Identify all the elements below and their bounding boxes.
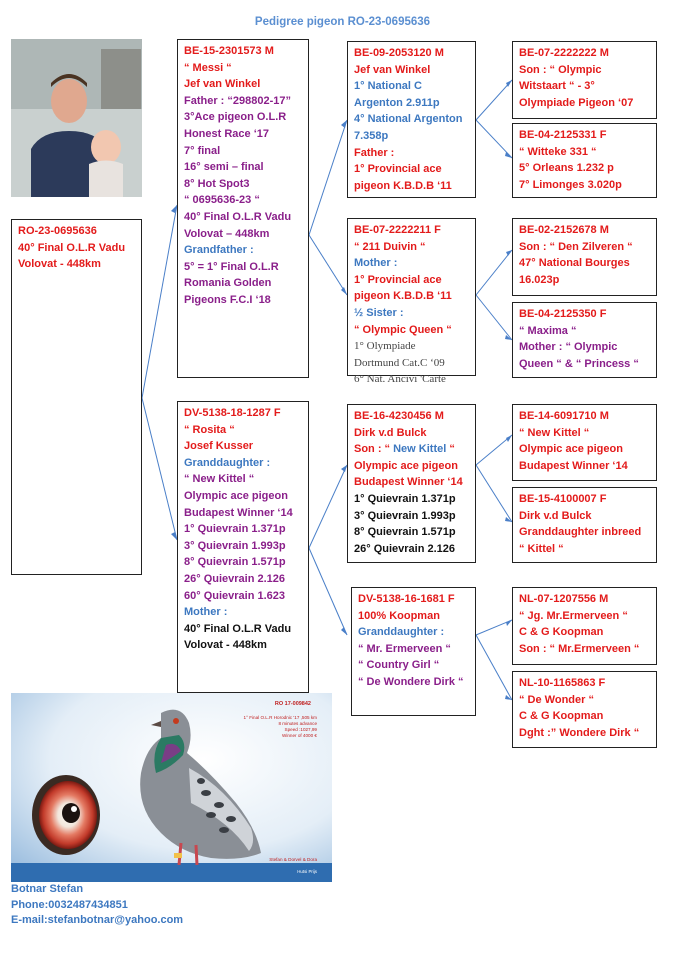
pedigree-line: Olympiade Pigeon ‘07 <box>519 96 634 109</box>
pedigree-line: “ 0695636-23 “ <box>184 194 260 207</box>
pedigree-line: C & G Koopman <box>519 626 604 639</box>
pigeon-advert-image <box>11 693 332 882</box>
pedigree-line: Dortmund Cat.C ‘09 <box>354 356 445 369</box>
pedigree-line: 47° National Bourges <box>519 257 630 270</box>
sire-card <box>177 39 309 378</box>
pedigree-line: “ Mr. Ermerveen “ <box>358 642 451 655</box>
pedigree-line: BE-07-2222211 F <box>354 224 441 236</box>
pedigree-line: “ New Kittel “ <box>184 473 255 486</box>
sire-lines <box>184 43 302 309</box>
pedigree-line: 5° = 1° Final O.L.R <box>184 260 279 273</box>
pedigree-line: Budapest Winner ‘14 <box>519 459 628 472</box>
pedigree-line: Argenton 2.911p <box>354 96 440 109</box>
pedigree-line: “ Country Girl “ <box>358 659 440 672</box>
pedigree-line: Granddaughter : <box>184 456 271 469</box>
pedigree-line: 8° Hot Spot3 <box>184 177 250 190</box>
pedigree-line: 8° Quievrain 1.571p <box>354 526 456 539</box>
pedigree-line: NL-10-1165863 F <box>519 677 606 689</box>
pedigree-line: “ 211 Duivin “ <box>354 240 426 253</box>
pedigree-line: 16.023p <box>519 273 560 286</box>
pedigree-line: Budapest Winner ‘14 <box>354 476 463 489</box>
sire-sire-lines <box>354 45 469 194</box>
pedigree-line: BE-14-6091710 M <box>519 410 609 422</box>
pedigree-line: C & G Koopman <box>519 710 604 723</box>
pedigree-line: Son : “ New Kittel “ <box>354 443 455 456</box>
pedigree-line: Olympic ace pigeon <box>519 443 623 456</box>
sire-dam-card <box>347 218 476 386</box>
advert-result-2: 8 minutes advance <box>278 721 317 726</box>
pedigree-line: 8° Quievrain 1.571p <box>184 556 286 569</box>
pedigree-line: 100% Koopman <box>358 609 440 622</box>
pedigree-line: 26° Quievrain 2.126 <box>184 572 286 585</box>
dss-lines <box>519 408 650 474</box>
dss-card <box>512 404 657 481</box>
pedigree-line: Volovat – 448km <box>184 227 270 240</box>
pedigree-line: 26° Quievrain 2.126 <box>354 542 456 555</box>
pedigree-line: RO-23-0695636 <box>18 225 97 237</box>
sds-card <box>512 218 657 296</box>
advert-result-4: Winner of 4000 € <box>282 733 317 738</box>
pedigree-line: 6° Nat. Ancivi 'Carte <box>354 373 446 386</box>
pedigree-line: NL-07-1207556 M <box>519 593 609 605</box>
pedigree-line: BE-15-2301573 M <box>184 45 274 57</box>
pedigree-line: 5° Orleans 1.232 p <box>519 162 614 175</box>
pedigree-line: BE-07-2222222 M <box>519 47 609 59</box>
dam-sire-lines <box>354 408 469 557</box>
sss-lines <box>519 45 650 111</box>
ddd-card <box>512 671 657 748</box>
advert-credit: Stefan & Dorvel & Dora <box>269 857 317 862</box>
pedigree-line: Queen “ & “ Princess “ <box>519 357 639 370</box>
pedigree-line: 1° Quievrain 1.371p <box>184 523 286 536</box>
dam-dam-card <box>351 587 476 716</box>
pedigree-line: Witstaart “ - 3° <box>519 80 595 93</box>
pedigree-line: pigeon K.B.D.B ‘11 <box>354 179 452 192</box>
pedigree-line: Dirk v.d Bulck <box>519 509 592 522</box>
pedigree-line: BE-15-4100007 F <box>519 493 607 505</box>
pedigree-line: Budapest Winner ‘14 <box>184 506 293 519</box>
contact-block <box>11 882 183 929</box>
pedigree-line: Jef van Winkel <box>354 63 431 76</box>
pedigree-line: 1° Provincial ace <box>354 273 442 286</box>
pedigree-line: “ Messi “ <box>184 61 232 74</box>
ssd-lines <box>519 127 650 193</box>
pedigree-line: pigeon K.B.D.B ‘11 <box>354 290 452 303</box>
pedigree-line: 3° Quievrain 1.993p <box>184 539 286 552</box>
pedigree-line: BE-04-2125331 F <box>519 129 607 141</box>
pedigree-line: ½ Sister : <box>354 306 404 319</box>
pedigree-line: BE-04-2125350 F <box>519 308 607 320</box>
owner-photo <box>11 39 142 197</box>
pedigree-line: 40° Final O.L.R Vadu <box>184 622 292 635</box>
dsd-card <box>512 487 657 563</box>
pedigree-line: 3° Quievrain 1.993p <box>354 509 456 522</box>
pedigree-line: Volovat - 448km <box>18 258 101 271</box>
pedigree-line: Granddaughter : <box>358 626 445 639</box>
sire-sire-card <box>347 41 476 198</box>
pedigree-line: 1° National C <box>354 80 422 93</box>
pedigree-line: 1° Quievrain 1.371p <box>354 492 456 505</box>
pedigree-line: 16° semi – final <box>184 161 264 174</box>
pedigree-line: “ De Wonder “ <box>519 693 594 706</box>
contact-name: Botnar Stefan <box>11 883 84 895</box>
pedigree-line: DV-5138-16-1681 F <box>358 593 455 605</box>
subject-lines <box>18 223 135 273</box>
pedigree-line: Olympic ace pigeon <box>354 459 458 472</box>
pedigree-line: BE-16-4230456 M <box>354 410 444 422</box>
pedigree-line: Son : “ Olympic <box>519 63 602 76</box>
pedigree-line: 60° Quievrain 1.623 <box>184 589 286 602</box>
pedigree-line: Mother : <box>354 257 398 270</box>
pedigree-line: Volovat - 448km <box>184 639 267 652</box>
pedigree-line: 1° Provincial ace <box>354 163 442 176</box>
dam-sire-card <box>347 404 476 563</box>
pedigree-line: “ New Kittel “ <box>519 426 590 439</box>
pedigree-line: 40° Final O.L.R Vadu <box>18 241 126 254</box>
pedigree-line: Father : “298802-17” <box>184 94 291 107</box>
contact-phone: Phone:0032487434851 <box>11 898 128 911</box>
pedigree-line: “ De Wondere Dirk “ <box>358 675 464 688</box>
contact-email[interactable]: E-mail:stefanbotnar@yahoo.com <box>11 914 184 926</box>
ddd-lines <box>519 675 650 741</box>
pedigree-line: Father : <box>354 146 395 159</box>
dsd-lines <box>519 491 650 557</box>
advert-ring: RO 17-009842 <box>274 701 311 707</box>
dds-card <box>512 587 657 665</box>
pedigree-line: Dirk v.d Bulck <box>354 426 427 439</box>
dds-lines <box>519 591 650 657</box>
pedigree-line: “ Kittel “ <box>519 542 564 555</box>
pedigree-line: “ Maxima “ <box>519 324 577 337</box>
pigeon-eye-icon <box>32 775 100 855</box>
pedigree-line: Romania Golden <box>184 277 272 290</box>
dam-card <box>177 401 309 693</box>
dam-lines <box>184 405 302 654</box>
pedigree-line: Mother : “ Olympic <box>519 341 618 354</box>
dam-dam-lines <box>358 591 469 691</box>
ssd-card <box>512 123 657 198</box>
pedigree-line: Mother : <box>184 606 228 619</box>
sdd-card <box>512 302 657 378</box>
sds-lines <box>519 222 650 288</box>
pedigree-line: 7.358p <box>354 129 389 142</box>
pedigree-line: Son : “ Mr.Ermerveen “ <box>519 642 640 655</box>
sdd-lines <box>519 306 650 372</box>
pedigree-line: Jef van Winkel <box>184 78 261 91</box>
pedigree-line: Dght :” Wondere Dirk “ <box>519 726 640 739</box>
pedigree-line: 1° Olympiade <box>354 340 416 353</box>
subject-card <box>11 219 142 575</box>
pedigree-line: Olympic ace pigeon <box>184 489 288 502</box>
pedigree-line: Josef Kusser <box>184 440 254 453</box>
pedigree-line: Pigeons F.C.I ‘18 <box>184 293 271 306</box>
pedigree-line: “ Olympic Queen “ <box>354 323 452 336</box>
pedigree-line: 4° National Argenton <box>354 113 463 126</box>
pedigree-line: “ Witteke 331 “ <box>519 145 597 158</box>
advert-logo: Hutsi Prijs <box>297 869 317 874</box>
pedigree-line: 7° Limonges 3.020p <box>519 178 622 191</box>
pedigree-line: Grandfather : <box>184 244 254 257</box>
pedigree-line: Son : “ Den Zilveren “ <box>519 240 633 253</box>
pedigree-line: BE-09-2053120 M <box>354 47 444 59</box>
pedigree-line: 40° Final O.L.R Vadu <box>184 210 292 223</box>
page-title: Pedigree pigeon RO-23-0695636 <box>254 16 431 28</box>
pedigree-line: 3°Ace pigeon O.L.R <box>184 111 287 124</box>
pedigree-line: Granddaughter inbreed <box>519 526 642 539</box>
advert-result-3: Speed :1027,99 <box>284 727 317 732</box>
sss-card <box>512 41 657 119</box>
advert-result-1: 1° Final O.L.R Horodnic '17 ,505 km <box>243 715 317 720</box>
pedigree-line: Honest Race ‘17 <box>184 127 269 140</box>
pedigree-line: “ Jg. Mr.Ermerveen “ <box>519 609 628 622</box>
pedigree-line: BE-02-2152678 M <box>519 224 609 236</box>
pedigree-line: 7° final <box>184 144 221 157</box>
pedigree-line: DV-5138-18-1287 F <box>184 407 281 419</box>
pedigree-line: “ Rosita “ <box>184 423 235 436</box>
sire-dam-lines <box>354 222 469 388</box>
